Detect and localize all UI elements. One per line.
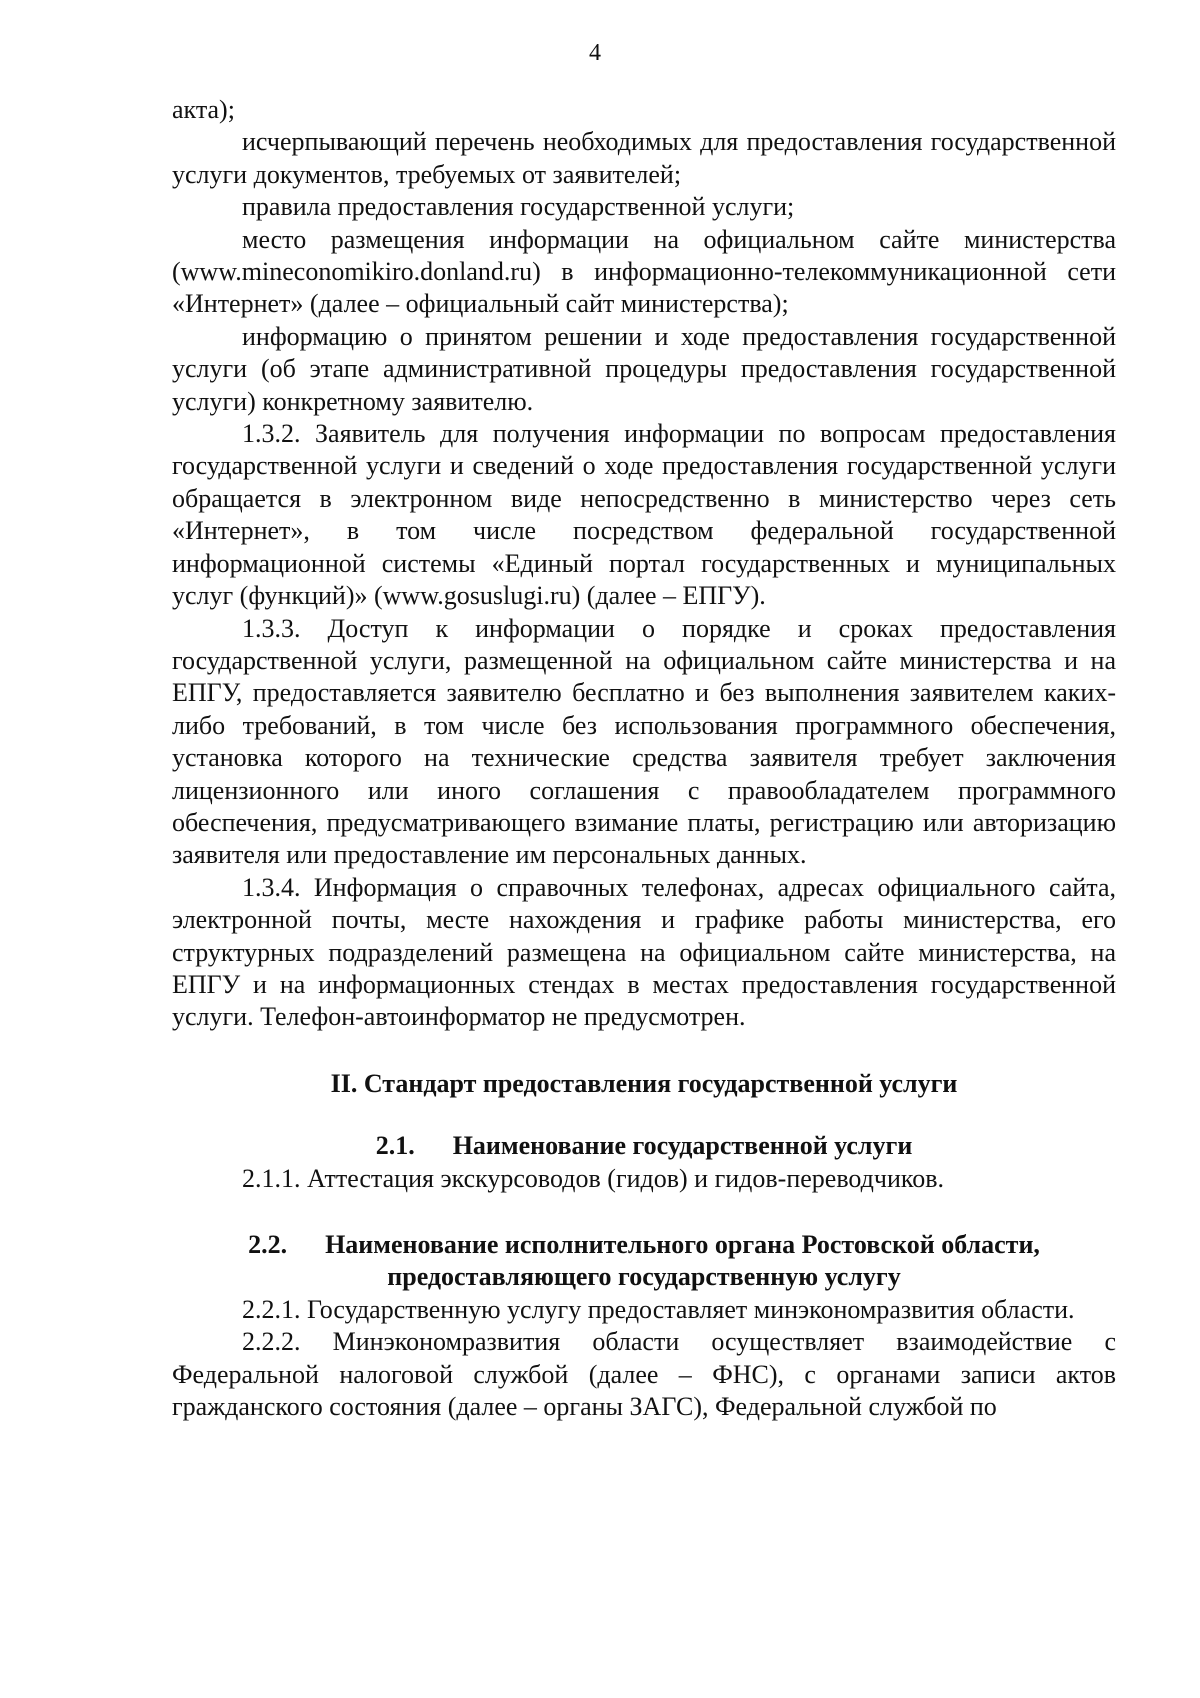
paragraph: 1.3.4. Информация о справочных телефонах, адресах официального сайта, электронной почты, месте нахождения и графике работы министерства, его структурных подразделений размещена на официальном сайте министерства, на ЕПГУ и на информационных стендах в местах предоставления государственной услуги. Телефон-автоинформатор не предусмотрен. [172, 872, 1116, 1032]
subsection-title: Наименование государственной услуги [452, 1131, 913, 1161]
subsection-heading [172, 1130, 1116, 1162]
paragraph: 2.1.1. Аттестация экскурсоводов (гидов) и гидов-переводчиков. [242, 1163, 944, 1193]
subsection-title-line1: Наименование исполнительного органа Ростовской области, [325, 1230, 1040, 1259]
page-number: 4 [589, 40, 601, 66]
paragraph: 2.2.2. Минэкономразвития области осуществляет взаимодействие с Федеральной налоговой службой (далее – ФНС), с органами записи актов гражданского состояния (далее – органы ЗАГС), Федеральной службой по [172, 1327, 1116, 1422]
paragraph: исчерпывающий перечень необходимых для предоставления государственной услуги документов, требуемых от заявителей; [172, 127, 1116, 189]
document-body [172, 94, 1116, 1423]
paragraph: место размещения информации на официальном сайте министерства (www.mineconomikiro.donland.ru) в информационно-телекоммуникационной сети «Интернет» (далее – официальный сайт министерства); [172, 224, 1116, 319]
section-heading: II. Стандарт предоставления государственной услуги [330, 1068, 958, 1098]
paragraph: 1.3.2. Заявитель для получения информации по вопросам предоставления государственной услуги и сведений о ходе предоставления государственной услуги обращается в электронном виде непосредственно в министерство через сеть «Интернет», в том числе посредством федеральной государственной информационной системы «Единый портал государственных и муниципальных услуг (функций)» (www.gosuslugi.ru) (далее – ЕПГУ). [172, 419, 1116, 611]
paragraph: информацию о принятом решении и ходе предоставления государственной услуги (об этапе административной процедуры предоставления государственной услуги) конкретному заявителю. [172, 321, 1116, 416]
paragraph: 2.2.1. Государственную услугу предоставляет минэкономразвития области. [242, 1294, 1075, 1324]
paragraph: акта); [172, 95, 235, 124]
subsection-number: 2.2. [248, 1230, 288, 1259]
subsection-title-line2: предоставляющего государственную услугу [387, 1262, 901, 1292]
subsection-number: 2.1. [375, 1131, 415, 1161]
paragraph: 1.3.3. Доступ к информации о порядке и сроках предоставления государственной услуги, размещенной на официальном сайте министерства и на ЕПГУ, предоставляется заявителю бесплатно и без выполнения заявителем каких-либо требований, в том числе без использования программного обеспечения, установка которого на технические средства заявителя требует заключения лицензионного или иного соглашения с правообладателем программного обеспечения, предусматривающего взимание платы, регистрацию или авторизацию заявителя или предоставление им персональных данных. [172, 613, 1116, 870]
subsection-heading [172, 1229, 1116, 1294]
paragraph: правила предоставления государственной услуги; [242, 192, 795, 222]
